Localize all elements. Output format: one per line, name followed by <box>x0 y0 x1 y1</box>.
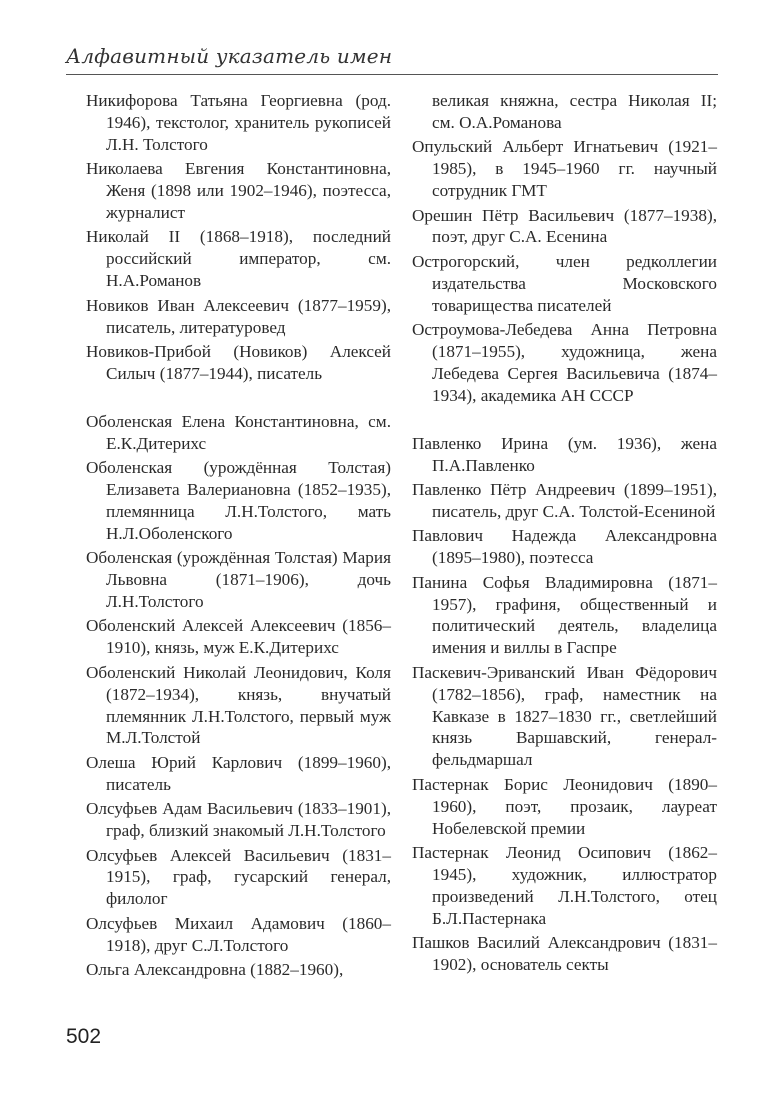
index-entry: Пастернак Борис Леонидович (1890–1960), поэт, прозаик, лауреат Нобелевской премии <box>412 774 717 838</box>
index-entry: Острогорский, член редколлегии издательства Московского товарищества писателей <box>412 251 717 315</box>
index-entry: Николаева Евгения Константиновна, Женя (1898 или 1902–1946), поэтесса, журналист <box>86 159 391 223</box>
index-entry: Николай II (1868–1918), последний российский император, см. Н.А.Романов <box>86 227 391 291</box>
index-entry: Оболенский Алексей Алексеевич (1856–1910), князь, муж Е.К.Дитерихс <box>86 616 391 658</box>
index-entry: Павленко Пётр Андреевич (1899–1951), писатель, друг С.А. Толстой-Есениной <box>412 480 717 521</box>
index-entry: Ольга Александровна (1882–1960), <box>86 960 344 980</box>
index-entry: Орешин Пётр Васильевич (1877–1938), поэт, друг С.А. Есенина <box>412 205 717 247</box>
index-entry: Новиков Иван Алексеевич (1877–1959), писатель, литературовед <box>86 295 391 337</box>
index-entry: Оболенская (урождённая Толстая) Елизавета Валериановна (1852–1935), племянница Л.Н.Толстого, мать Н.Л.Оболенского <box>86 458 391 543</box>
index-entry: Остроумова-Лебедева Анна Петровна (1871–1955), художница, жена Лебедева Сергея Васильевича (1874–1934), академика АН СССР <box>412 320 717 405</box>
index-entry: Никифорова Татьяна Георгиевна (род. 1946), текстолог, хранитель рукописей Л.Н. Толстого <box>86 91 391 154</box>
index-entry: Панина Софья Владимировна (1871–1957), графиня, общественный и политический деятель, владелица имения и виллы в Гаспре <box>412 572 717 658</box>
index-entry: Олеша Юрий Карлович (1899–1960), писатель <box>86 752 391 794</box>
index-entry: Опульский Альберт Игнатьевич (1921–1985), в 1945–1960 гг. научный сотрудник ГМТ <box>412 137 717 201</box>
right-column <box>412 90 717 978</box>
index-entry: Оболенский Николай Леонидович, Коля (1872–1934), князь, внучатый племянник Л.Н.Толстого, первый муж М.Л.Толстой <box>86 662 391 748</box>
index-entry: Паскевич-Эриванский Иван Фёдорович (1782–1856), граф, наместник на Кавказе в 1827–1830 гг., светлейший князь Варшавский, генерал-фельдмаршал <box>412 662 717 770</box>
index-entry: Павлович Надежда Александровна (1895–1980), поэтесса <box>412 526 717 568</box>
left-column <box>86 90 391 983</box>
index-entry-continuation: великая княжна, сестра Николая II; см. О.А.Романова <box>432 91 717 132</box>
running-header-title: Алфавитный указатель имен <box>66 44 393 68</box>
page-number: 502 <box>66 1025 102 1048</box>
header-rule <box>66 74 718 75</box>
index-entry: Новиков-Прибой (Новиков) Алексей Силыч (1877–1944), писатель <box>86 341 391 383</box>
index-entry: Пастернак Леонид Осипович (1862–1945), художник, иллюстратор произведений Л.Н.Толстого, отец Б.Л.Пастернака <box>412 843 717 928</box>
index-entry: Олсуфьев Адам Васильевич (1833–1901), граф, близкий знакомый Л.Н.Толстого <box>86 799 391 841</box>
index-entry: Оболенская Елена Константиновна, см. Е.К.Дитерихс <box>86 411 391 453</box>
index-entry: Оболенская (урождённая Толстая) Мария Львовна (1871–1906), дочь Л.Н.Толстого <box>86 548 391 612</box>
index-entry: Олсуфьев Алексей Васильевич (1831–1915), граф, гусарский генерал, филолог <box>86 845 391 909</box>
index-entry: Пашков Василий Александрович (1831–1902), основатель секты <box>412 933 717 975</box>
index-entry: Павленко Ирина (ум. 1936), жена П.А.Павленко <box>412 433 717 475</box>
index-entry: Олсуфьев Михаил Адамович (1860–1918), друг С.Л.Толстого <box>86 913 391 955</box>
